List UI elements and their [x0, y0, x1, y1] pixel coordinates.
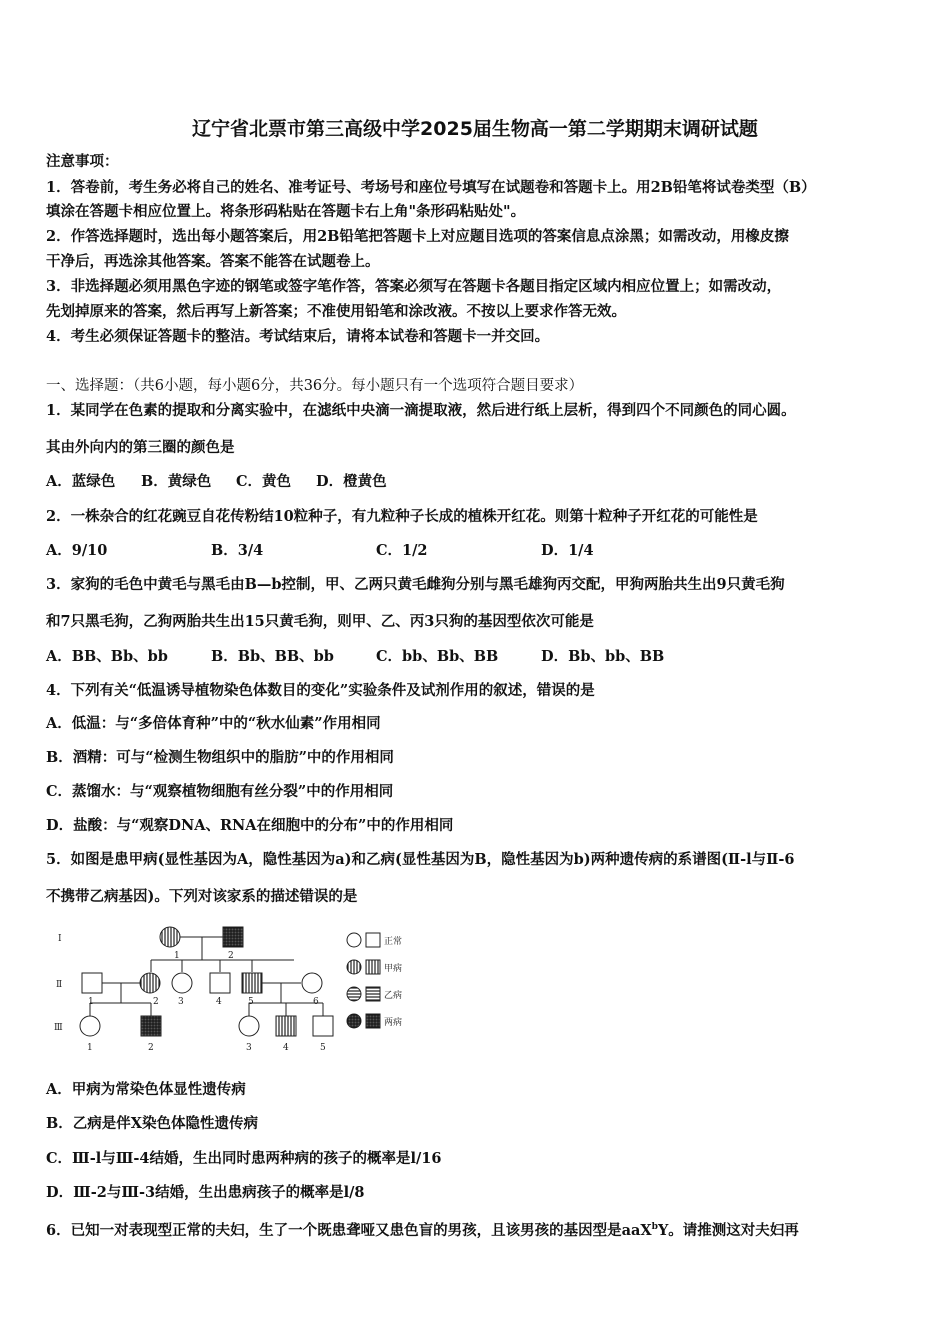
option[interactable]: B．黄绿色	[141, 473, 212, 490]
q6-stem-a: 6．已知一对表现型正常的夫妇，生了一个既患聋哑又患色盲的男孩，且该男孩的基因型是aaX	[46, 1221, 652, 1239]
id-label: 2	[228, 951, 234, 961]
q6-stem-sup: b	[651, 1222, 658, 1232]
II-1	[82, 973, 102, 993]
III-2	[141, 1016, 161, 1036]
gen-label: Ⅲ	[54, 1023, 63, 1033]
id-label: 1	[174, 951, 180, 961]
option[interactable]: C．黄色	[236, 473, 292, 490]
legend-label: 两病	[384, 1018, 403, 1028]
option[interactable]: B．Bb、BB、bb	[211, 648, 334, 665]
III-3	[239, 1016, 259, 1036]
option[interactable]: D．橙黄色	[316, 473, 387, 490]
id-label: 2	[153, 997, 159, 1007]
q5-stem-cont: 不携带乙病基因)。下列对该家系的描述错误的是	[46, 888, 358, 905]
III-4	[276, 1016, 296, 1036]
option[interactable]: D．Bb、bb、BB	[541, 648, 665, 665]
option[interactable]: B．乙病是伴X染色体隐性遗传病	[46, 1115, 259, 1132]
option[interactable]: C．Ⅲ-l与Ⅲ-4结婚，生出同时患两种病的孩子的概率是l/16	[46, 1150, 442, 1167]
id-label: 2	[148, 1043, 154, 1053]
q3-stem: 3．家狗的毛色中黄毛与黑毛由B—b控制，甲、乙两只黄毛雌狗分别与黑毛雄狗丙交配，甲狗两胎共生出9只黄毛狗	[46, 576, 785, 593]
option[interactable]: C．1/2	[376, 542, 428, 559]
q5-stem: 5．如图是患甲病(显性基因为A，隐性基因为a)和乙病(显性基因为B，隐性基因为b)两种遗传病的系谱图(Ⅱ-l与Ⅱ-6	[46, 851, 795, 868]
id-label: 4	[216, 997, 222, 1007]
notice-line: 先划掉原来的答案，然后再写上新答案；不准使用铅笔和涂改液。不按以上要求作答无效。	[46, 303, 626, 320]
id-label: 1	[87, 1043, 93, 1053]
id-label: 1	[88, 997, 94, 1007]
option[interactable]: A．甲病为常染色体显性遗传病	[46, 1081, 246, 1098]
id-label: 3	[246, 1043, 252, 1053]
q2-stem: 2．一株杂合的红花豌豆自花传粉结10粒种子，有九粒种子长成的植株开红花。则第十粒种子开红花的可能性是	[46, 508, 758, 525]
option[interactable]: D．盐酸：与“观察DNA、RNA在细胞中的分布”中的作用相同	[46, 817, 454, 834]
notice-line: 3．非选择题必须用黑色字迹的钢笔或签字笔作答，答案必须写在答题卡各题目指定区域内相应位置上；如需改动，	[46, 278, 782, 295]
option[interactable]: C．bb、Bb、BB	[376, 648, 499, 665]
II-6	[302, 973, 322, 993]
option[interactable]: D．1/4	[541, 542, 594, 559]
q6-stem-b: Y。请推测这对夫妇再	[657, 1221, 799, 1239]
notice-line: 4．考生必须保证答题卡的整洁。考试结束后，请将本试卷和答题卡一并交回。	[46, 328, 550, 345]
notice-heading: 注意事项：	[46, 153, 119, 170]
legend-label: 正常	[384, 937, 403, 947]
option[interactable]: B．3/4	[211, 542, 264, 559]
legend-label: 乙病	[384, 991, 403, 1001]
q6-stem	[46, 1217, 799, 1241]
II-4	[210, 973, 230, 993]
gen-label: Ⅰ	[58, 934, 62, 944]
pedigree-chart	[44, 918, 434, 1058]
id-label: 5	[320, 1043, 326, 1053]
q3-stem-cont: 和7只黑毛狗，乙狗两胎共生出15只黄毛狗，则甲、乙、丙3只狗的基因型依次可能是	[46, 613, 594, 630]
id-label: 3	[178, 997, 184, 1007]
notice-line: 填涂在答题卡相应位置上。将条形码粘贴在答题卡右上角"条形码粘贴处"。	[46, 203, 526, 220]
option[interactable]: C．蒸馏水：与“观察植物细胞有丝分裂”中的作用相同	[46, 783, 394, 800]
q4-stem: 4．下列有关“低温诱导植物染色体数目的变化”实验条件及试剂作用的叙述，错误的是	[46, 682, 595, 699]
id-label: 4	[283, 1043, 289, 1053]
page-title: 辽宁省北票市第三高级中学2025届生物高一第二学期期末调研试题	[192, 118, 758, 140]
q3-options	[46, 647, 706, 667]
II-3	[172, 973, 192, 993]
I-1	[160, 927, 180, 947]
q1-stem-cont: 其由外向内的第三圈的颜色是	[46, 439, 235, 456]
option[interactable]: A．低温：与“多倍体育种”中的“秋水仙素”作用相同	[46, 715, 381, 732]
option[interactable]: A．BB、Bb、bb	[46, 648, 168, 665]
option[interactable]: D．Ⅲ-2与Ⅲ-3结婚，生出患病孩子的概率是l/8	[46, 1184, 365, 1201]
q2-options	[46, 541, 706, 561]
option[interactable]: B．酒精：可与“检测生物组织中的脂肪”中的作用相同	[46, 749, 394, 766]
q1-stem: 1．某同学在色素的提取和分离实验中，在滤纸中央滴一滴提取液，然后进行纸上层析，得到四个不同颜色的同心圆。	[46, 402, 796, 419]
I-2	[223, 927, 243, 947]
id-label: 6	[313, 997, 319, 1007]
option[interactable]: A．9/10	[46, 542, 108, 559]
III-1	[80, 1016, 100, 1036]
notice-line: 干净后，再选涂其他答案。答案不能答在试题卷上。	[46, 253, 380, 270]
gen-label: Ⅱ	[56, 980, 63, 990]
notice-line: 1．答卷前，考生务必将自己的姓名、准考证号、考场号和座位号填写在试题卷和答题卡上。用2B铅笔将试卷类型（B）	[46, 179, 816, 196]
notice-line: 2．作答选择题时，选出每小题答案后，用2B铅笔把答题卡上对应题目选项的答案信息点涂黑；如需改动，用橡皮擦	[46, 228, 789, 245]
II-5	[242, 973, 262, 993]
q1-options	[46, 472, 387, 492]
III-5	[313, 1016, 333, 1036]
II-2	[140, 973, 160, 993]
id-label: 5	[248, 997, 254, 1007]
option[interactable]: A．蓝绿色	[46, 473, 116, 490]
legend-label: 甲病	[384, 964, 403, 974]
section-heading: 一、选择题：（共6小题，每小题6分，共36分。每小题只有一个选项符合题目要求）	[46, 378, 584, 394]
